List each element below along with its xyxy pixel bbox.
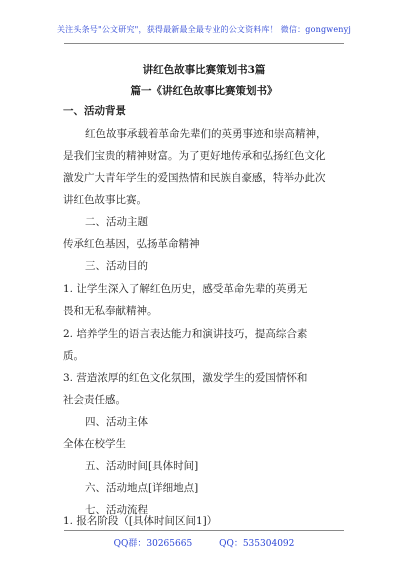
document-subtitle: 篇一《讲红色故事比赛策划书》 bbox=[130, 85, 278, 97]
header-divider bbox=[64, 43, 344, 44]
paragraph-line: 传承红色基因，弘扬革命精神 bbox=[63, 238, 200, 250]
paragraph-line: 激发广大青年学生的爱国热情和民族自豪感，特举办此次 bbox=[63, 172, 326, 184]
footer-qq: QQ：535304092 bbox=[219, 539, 295, 549]
paragraph-line: 全体在校学生 bbox=[63, 438, 126, 450]
paragraph-line: 讲红色故事比赛。 bbox=[63, 194, 147, 206]
section-heading-background: 一、活动背景 bbox=[63, 105, 126, 117]
paragraph-line: 是我们宝贵的精神财富。为了更好地传承和弘扬红色文化 bbox=[63, 150, 326, 162]
document-title: 讲红色故事比赛策划书3篇 bbox=[142, 64, 266, 76]
paragraph-line: 1. 报名阶段（[具体时间区间1]） bbox=[63, 515, 218, 527]
header-banner: 关注头条号"公文研究"，获得最新最全最专业的公文资料库！ 微信：gongwenyj bbox=[56, 25, 352, 34]
section-heading-process: 七、活动流程 bbox=[85, 504, 148, 516]
section-heading-purpose: 三、活动目的 bbox=[85, 260, 148, 272]
footer-contact bbox=[0, 536, 408, 549]
paragraph-line: 1. 让学生深入了解红色历史，感受革命先辈的英勇无 bbox=[63, 283, 308, 295]
paragraph-line: 红色故事承载着革命先辈们的英勇事迹和崇高精神， bbox=[85, 128, 327, 140]
section-heading-location: 六、活动地点[详细地点] bbox=[85, 482, 199, 494]
footer-qq-group: QQ群：30265665 bbox=[113, 539, 193, 549]
paragraph-line: 质。 bbox=[63, 350, 84, 362]
paragraph-line: 3. 营造浓厚的红色文化氛围，激发学生的爱国情怀和 bbox=[63, 372, 308, 384]
paragraph-line: 畏和无私奉献精神。 bbox=[63, 305, 158, 317]
paragraph-line: 2. 培养学生的语言表达能力和演讲技巧，提高综合素 bbox=[63, 328, 308, 340]
section-heading-time: 五、活动时间[具体时间] bbox=[85, 460, 199, 472]
section-heading-theme: 二、活动主题 bbox=[85, 216, 148, 228]
footer-divider bbox=[64, 530, 344, 531]
paragraph-line: 社会责任感。 bbox=[63, 394, 126, 406]
section-heading-participants: 四、活动主体 bbox=[85, 416, 148, 428]
